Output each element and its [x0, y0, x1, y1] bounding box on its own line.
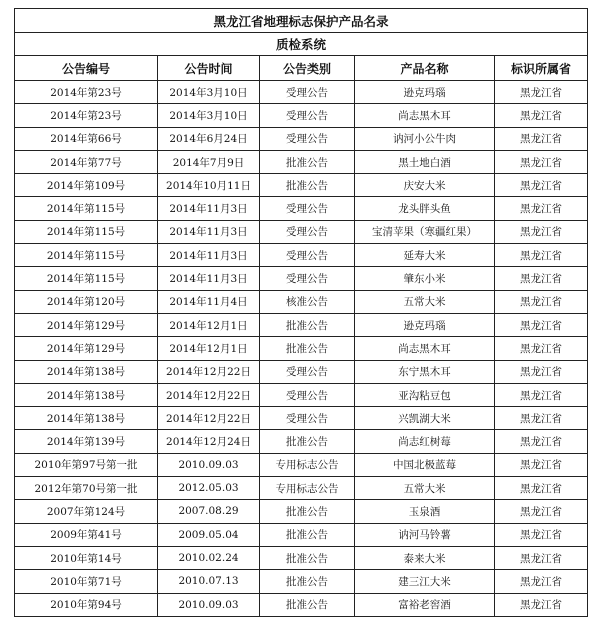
table-row — [15, 570, 588, 593]
table-row — [15, 174, 588, 197]
table-row — [15, 104, 588, 127]
cell-province: 黑龙江省 — [495, 383, 588, 406]
cell-product-name: 逊克玛瑙 — [355, 313, 495, 336]
cell-notice-type: 受理公告 — [260, 407, 355, 430]
cell-notice-number: 2012年第70号第一批 — [15, 477, 158, 500]
table-title: 黑龙江省地理标志保护产品名录 — [15, 9, 588, 33]
cell-province: 黑龙江省 — [495, 430, 588, 453]
cell-notice-type: 批准公告 — [260, 546, 355, 569]
table-row — [15, 453, 588, 476]
cell-notice-date: 2014年12月1日 — [158, 313, 260, 336]
cell-notice-type: 批准公告 — [260, 174, 355, 197]
cell-province: 黑龙江省 — [495, 453, 588, 476]
cell-province: 黑龙江省 — [495, 150, 588, 173]
cell-notice-number: 2014年第115号 — [15, 267, 158, 290]
cell-notice-number: 2014年第23号 — [15, 104, 158, 127]
table-row — [15, 150, 588, 173]
cell-notice-date: 2014年12月24日 — [158, 430, 260, 453]
cell-notice-type: 受理公告 — [260, 244, 355, 267]
cell-product-name: 富裕老窖酒 — [355, 593, 495, 616]
cell-product-name: 庆安大米 — [355, 174, 495, 197]
cell-notice-number: 2014年第129号 — [15, 337, 158, 360]
cell-notice-type: 核准公告 — [260, 290, 355, 313]
cell-notice-type: 受理公告 — [260, 104, 355, 127]
cell-notice-date: 2014年11月4日 — [158, 290, 260, 313]
cell-notice-number: 2010年第94号 — [15, 593, 158, 616]
cell-province: 黑龙江省 — [495, 570, 588, 593]
table-row — [15, 290, 588, 313]
header-product-name: 产品名称 — [355, 56, 495, 81]
table-row — [15, 546, 588, 569]
header-notice-date: 公告时间 — [158, 56, 260, 81]
cell-product-name: 东宁黑木耳 — [355, 360, 495, 383]
header-row — [15, 56, 588, 81]
cell-notice-type: 受理公告 — [260, 197, 355, 220]
table-body — [15, 81, 588, 617]
cell-notice-date: 2012.05.03 — [158, 477, 260, 500]
cell-product-name: 亚沟粘豆包 — [355, 383, 495, 406]
cell-province: 黑龙江省 — [495, 477, 588, 500]
cell-product-name: 尚志红树莓 — [355, 430, 495, 453]
cell-notice-date: 2007.08.29 — [158, 500, 260, 523]
cell-product-name: 兴凯湖大米 — [355, 407, 495, 430]
cell-notice-number: 2014年第138号 — [15, 407, 158, 430]
cell-province: 黑龙江省 — [495, 197, 588, 220]
cell-notice-type: 受理公告 — [260, 127, 355, 150]
cell-notice-type: 受理公告 — [260, 81, 355, 104]
cell-notice-number: 2014年第115号 — [15, 197, 158, 220]
cell-product-name: 玉泉酒 — [355, 500, 495, 523]
cell-notice-type: 专用标志公告 — [260, 453, 355, 476]
cell-notice-number: 2010年第14号 — [15, 546, 158, 569]
cell-notice-date: 2014年12月22日 — [158, 360, 260, 383]
cell-notice-date: 2010.09.03 — [158, 453, 260, 476]
cell-province: 黑龙江省 — [495, 546, 588, 569]
cell-notice-type: 批准公告 — [260, 523, 355, 546]
cell-product-name: 建三江大米 — [355, 570, 495, 593]
cell-notice-number: 2009年第41号 — [15, 523, 158, 546]
table-row — [15, 337, 588, 360]
title-row — [15, 9, 588, 33]
cell-province: 黑龙江省 — [495, 244, 588, 267]
table-row — [15, 500, 588, 523]
cell-notice-type: 专用标志公告 — [260, 477, 355, 500]
product-table — [14, 8, 588, 617]
cell-product-name: 宝清苹果（寒疆红果） — [355, 220, 495, 243]
table-row — [15, 244, 588, 267]
cell-notice-date: 2014年12月1日 — [158, 337, 260, 360]
cell-notice-type: 受理公告 — [260, 220, 355, 243]
cell-product-name: 尚志黑木耳 — [355, 337, 495, 360]
cell-province: 黑龙江省 — [495, 337, 588, 360]
cell-province: 黑龙江省 — [495, 500, 588, 523]
cell-notice-number: 2010年第97号第一批 — [15, 453, 158, 476]
cell-notice-type: 受理公告 — [260, 267, 355, 290]
cell-notice-date: 2014年11月3日 — [158, 197, 260, 220]
table-row — [15, 430, 588, 453]
table-row — [15, 593, 588, 616]
cell-province: 黑龙江省 — [495, 174, 588, 197]
header-notice-number: 公告编号 — [15, 56, 158, 81]
cell-notice-type: 批准公告 — [260, 337, 355, 360]
cell-notice-date: 2014年11月3日 — [158, 220, 260, 243]
cell-product-name: 肇东小米 — [355, 267, 495, 290]
cell-product-name: 五常大米 — [355, 290, 495, 313]
cell-product-name: 龙头胖头鱼 — [355, 197, 495, 220]
cell-notice-number: 2014年第138号 — [15, 360, 158, 383]
cell-notice-type: 批准公告 — [260, 570, 355, 593]
table-row — [15, 360, 588, 383]
cell-province: 黑龙江省 — [495, 127, 588, 150]
cell-notice-type: 批准公告 — [260, 430, 355, 453]
cell-notice-number: 2014年第120号 — [15, 290, 158, 313]
cell-notice-date: 2014年7月9日 — [158, 150, 260, 173]
cell-notice-number: 2014年第109号 — [15, 174, 158, 197]
cell-notice-type: 批准公告 — [260, 500, 355, 523]
table-row — [15, 383, 588, 406]
cell-product-name: 讷河小公牛肉 — [355, 127, 495, 150]
table-row — [15, 407, 588, 430]
cell-notice-date: 2014年6月24日 — [158, 127, 260, 150]
table-subtitle: 质检系统 — [15, 33, 588, 56]
cell-notice-number: 2014年第66号 — [15, 127, 158, 150]
cell-province: 黑龙江省 — [495, 523, 588, 546]
cell-notice-date: 2014年3月10日 — [158, 104, 260, 127]
cell-product-name: 中国北极蓝莓 — [355, 453, 495, 476]
cell-province: 黑龙江省 — [495, 593, 588, 616]
cell-notice-number: 2007年第124号 — [15, 500, 158, 523]
header-notice-type: 公告类别 — [260, 56, 355, 81]
table-row — [15, 313, 588, 336]
cell-notice-number: 2014年第129号 — [15, 313, 158, 336]
cell-notice-date: 2009.05.04 — [158, 523, 260, 546]
cell-province: 黑龙江省 — [495, 81, 588, 104]
cell-province: 黑龙江省 — [495, 290, 588, 313]
cell-notice-number: 2014年第138号 — [15, 383, 158, 406]
table-row — [15, 127, 588, 150]
cell-notice-type: 批准公告 — [260, 313, 355, 336]
cell-notice-number: 2014年第77号 — [15, 150, 158, 173]
cell-province: 黑龙江省 — [495, 407, 588, 430]
cell-notice-date: 2014年3月10日 — [158, 81, 260, 104]
cell-province: 黑龙江省 — [495, 220, 588, 243]
cell-product-name: 黑土地白酒 — [355, 150, 495, 173]
cell-notice-date: 2010.07.13 — [158, 570, 260, 593]
cell-notice-date: 2014年10月11日 — [158, 174, 260, 197]
table-row — [15, 197, 588, 220]
cell-product-name: 讷河马铃薯 — [355, 523, 495, 546]
cell-product-name: 五常大米 — [355, 477, 495, 500]
cell-notice-number: 2014年第139号 — [15, 430, 158, 453]
header-province: 标识所属省 — [495, 56, 588, 81]
cell-notice-date: 2014年12月22日 — [158, 407, 260, 430]
cell-notice-type: 受理公告 — [260, 360, 355, 383]
cell-notice-date: 2014年12月22日 — [158, 383, 260, 406]
cell-notice-date: 2014年11月3日 — [158, 267, 260, 290]
table-row — [15, 267, 588, 290]
product-list-sheet — [14, 8, 587, 617]
cell-notice-type: 批准公告 — [260, 150, 355, 173]
table-row — [15, 220, 588, 243]
cell-notice-type: 批准公告 — [260, 593, 355, 616]
cell-notice-number: 2014年第23号 — [15, 81, 158, 104]
table-row — [15, 81, 588, 104]
table-row — [15, 477, 588, 500]
cell-product-name: 尚志黑木耳 — [355, 104, 495, 127]
cell-province: 黑龙江省 — [495, 104, 588, 127]
cell-notice-date: 2010.09.03 — [158, 593, 260, 616]
cell-province: 黑龙江省 — [495, 360, 588, 383]
cell-product-name: 逊克玛瑙 — [355, 81, 495, 104]
cell-notice-number: 2014年第115号 — [15, 244, 158, 267]
cell-province: 黑龙江省 — [495, 313, 588, 336]
cell-product-name: 延寿大米 — [355, 244, 495, 267]
cell-product-name: 泰来大米 — [355, 546, 495, 569]
cell-notice-type: 受理公告 — [260, 383, 355, 406]
cell-notice-date: 2010.02.24 — [158, 546, 260, 569]
cell-notice-date: 2014年11月3日 — [158, 244, 260, 267]
table-row — [15, 523, 588, 546]
subtitle-row — [15, 33, 588, 56]
cell-notice-number: 2010年第71号 — [15, 570, 158, 593]
cell-notice-number: 2014年第115号 — [15, 220, 158, 243]
cell-province: 黑龙江省 — [495, 267, 588, 290]
